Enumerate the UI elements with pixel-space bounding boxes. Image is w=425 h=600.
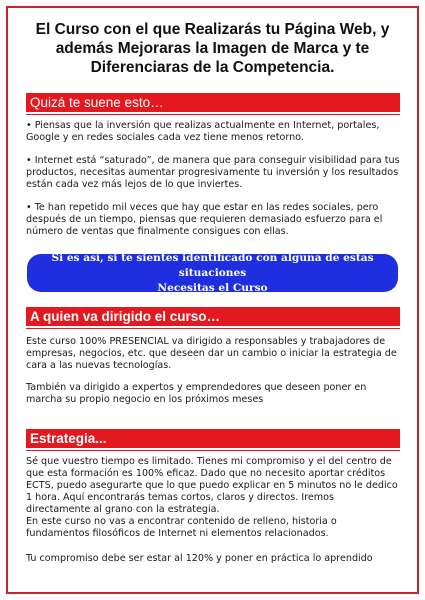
paragraph: Sé que vuestro tiempo es limitado. Tienes mi compromiso y el del centro de que esta formación es 100% eficaz. Dado que no necesito aportar créditos ECTS, puedo asegurarte que lo que puedo explicar en 5 minutos no le dedico 1 hora. Aquí encontrarás temas cortos, claros y directos. Iremos directamente al grano con la estrategia. [26, 456, 398, 515]
paragraph: Tu compromiso debe ser estar al 120% y poner en práctica lo aprendido [26, 553, 373, 564]
section-heading-estrategia: Estrategia... [26, 429, 400, 448]
paragraph: También va dirigido a expertos y emprendedores que deseen poner en marcha su propio negocio en los próximos meses [26, 382, 367, 405]
section-heading-quiza: Quizá te suene esto… [26, 93, 400, 112]
callout-line1: Si es así, si te sientes identificado con alguna de estas situaciones [51, 251, 374, 279]
paragraph: En este curso no vas a encontrar contenido de relleno, historia o fundamentos filosóficos de Internet ni elementos relacionados. [26, 516, 337, 539]
callout-line2: Necesitas el Curso [157, 281, 268, 294]
paragraph: Este curso 100% PRESENCIAL va dirigido a responsables y trabajadores de empresas, negocios, etc. que deseen dar un cambio o iniciar la estrategia de cara a las nuevas tecnologías. [26, 336, 397, 371]
bullet-item: • Piensas que la inversión que realizas actualmente en Internet, portales, Google y en redes sociales cada vez tiene menos retorno. [26, 120, 380, 143]
bullet-item: • Internet está “saturado”, de manera que para conseguir visibilidad para tus productos, necesitas aumentar progresivamente tu inversión y los resultados están cada vez más lejos de lo que inviertes. [26, 155, 400, 190]
section-heading-dirigido: A quien va dirigido el curso… [26, 307, 400, 326]
bullet-item: • Te han repetido mil veces que hay que estar en las redes sociales, pero después de un tiempo, piensas que requieren demasiado esfuerzo para el número de ventas que finalmente consigues con ellas. [26, 202, 383, 237]
callout-box [27, 251, 398, 294]
page-title: El Curso con el que Realizarás tu Página Web, y además Mejoraras la Imagen de Marca y te Diferenciaras de la Competencia. [35, 21, 390, 76]
